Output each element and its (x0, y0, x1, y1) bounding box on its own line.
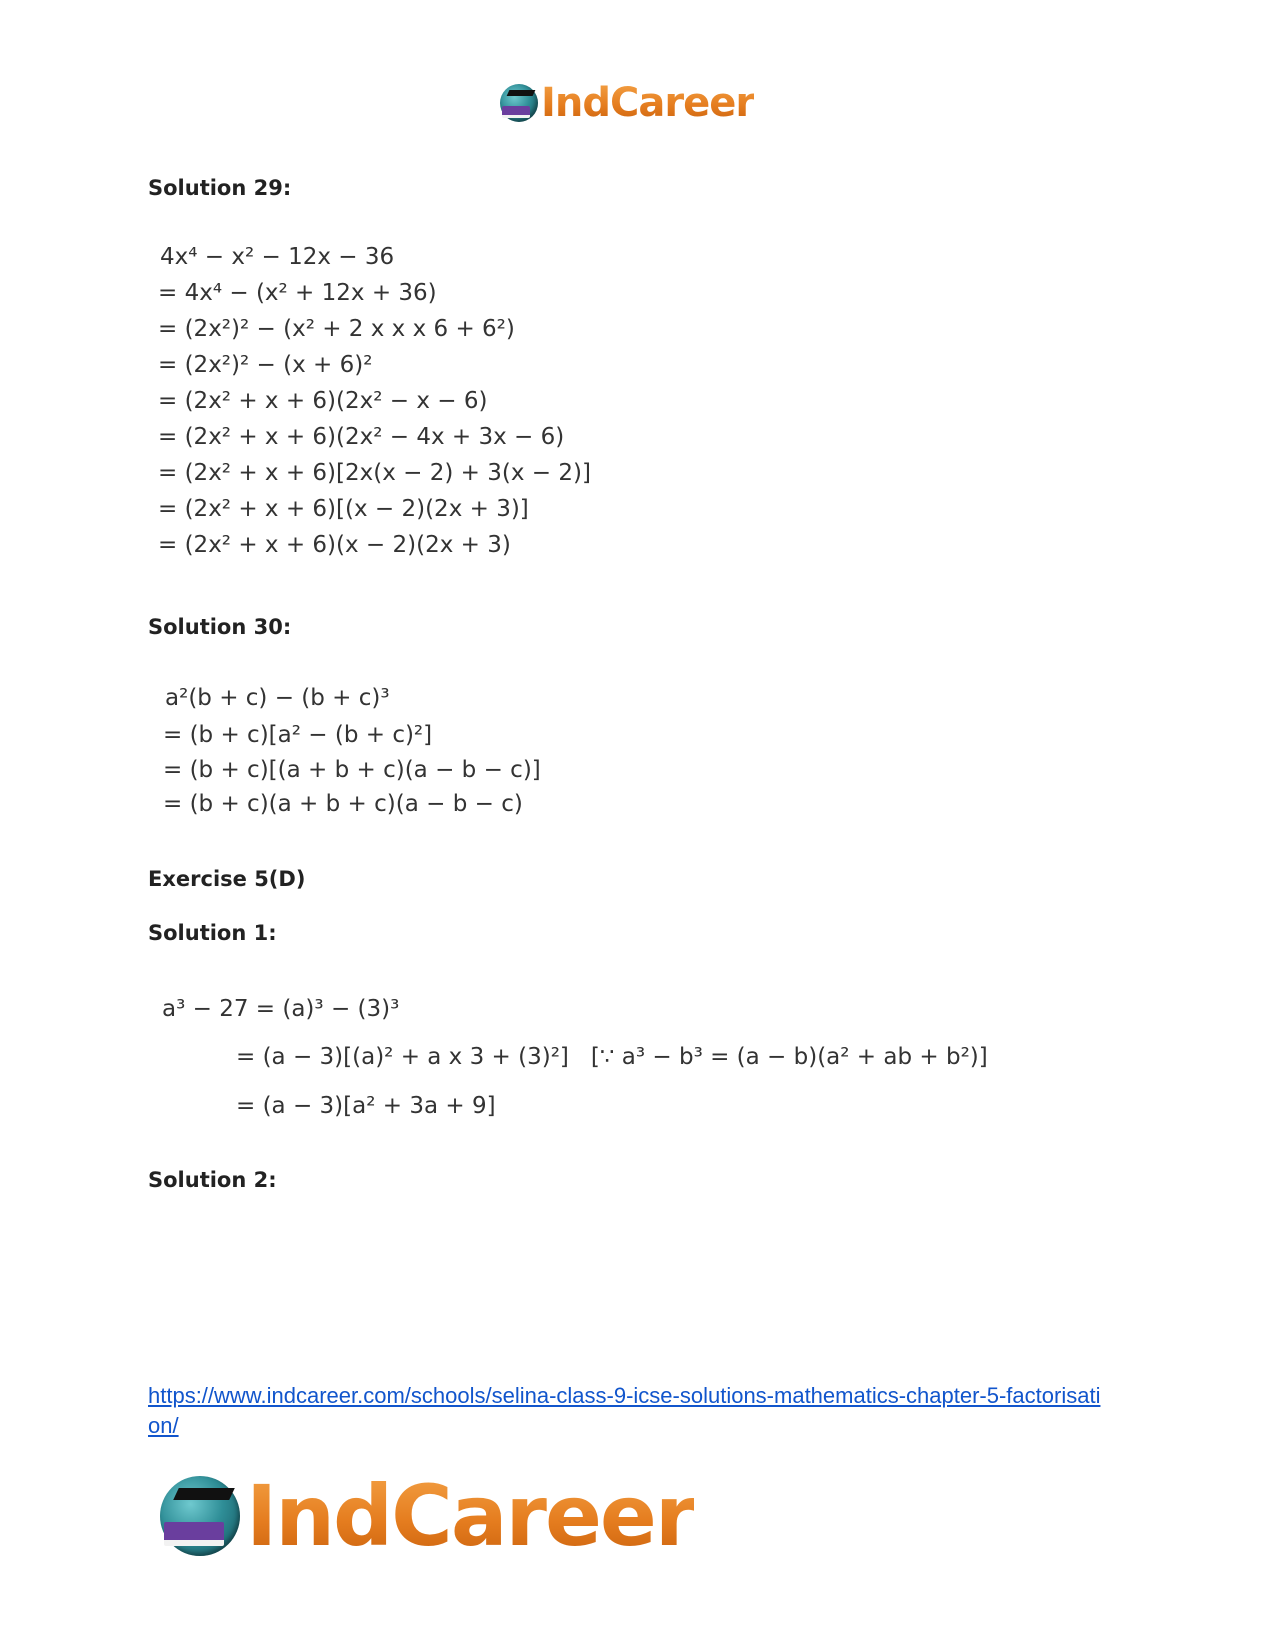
math-line: = (a − 3)[(a)² + a x 3 + (3)²] [∵ a³ − b³ = (a − b)(a² + ab + b²)] (236, 1044, 988, 1070)
math-line: = (b + c)(a + b + c)(a − b − c) (163, 791, 523, 817)
header-logo (500, 80, 754, 126)
math-line: = (a − 3)[a² + 3a + 9] (236, 1093, 496, 1119)
exercise-heading: Exercise 5(D) (148, 867, 306, 891)
solution-1-heading: Solution 1: (148, 921, 277, 945)
solution-2-heading: Solution 2: (148, 1168, 277, 1192)
graduation-globe-icon (500, 84, 538, 122)
math-line: = (b + c)[a² − (b + c)²] (163, 722, 433, 748)
math-line: 4x⁴ − x² − 12x − 36 (160, 244, 395, 270)
math-line: = (b + c)[(a + b + c)(a − b − c)] (163, 757, 541, 783)
math-line: a³ − 27 = (a)³ − (3)³ (162, 996, 400, 1022)
math-line: = (2x²)² − (x + 6)² (158, 352, 373, 378)
header-logo-text: IndCareer (541, 80, 755, 126)
footer-logo-text: IndCareer (246, 1467, 695, 1565)
math-line: = (2x² + x + 6)(x − 2)(2x + 3) (158, 532, 511, 558)
math-line: = 4x⁴ − (x² + 12x + 36) (158, 280, 437, 306)
math-line: = (2x² + x + 6)(2x² − x − 6) (158, 388, 488, 414)
math-line: = (2x² + x + 6)(2x² − 4x + 3x − 6) (158, 424, 565, 450)
footer-logo (160, 1467, 694, 1565)
math-line: = (2x² + x + 6)[2x(x − 2) + 3(x − 2)] (158, 460, 591, 486)
solution-29-heading: Solution 29: (148, 176, 292, 200)
source-link[interactable]: https://www.indcareer.com/schools/selina-class-9-icse-solutions-mathematics-chapter-5-factorisation/ (148, 1383, 1101, 1438)
math-line: = (2x²)² − (x² + 2 x x x 6 + 6²) (158, 316, 515, 342)
graduation-globe-icon (160, 1476, 240, 1556)
solution-30-heading: Solution 30: (148, 615, 292, 639)
math-line: a²(b + c) − (b + c)³ (165, 685, 390, 711)
math-line: = (2x² + x + 6)[(x − 2)(2x + 3)] (158, 496, 529, 522)
